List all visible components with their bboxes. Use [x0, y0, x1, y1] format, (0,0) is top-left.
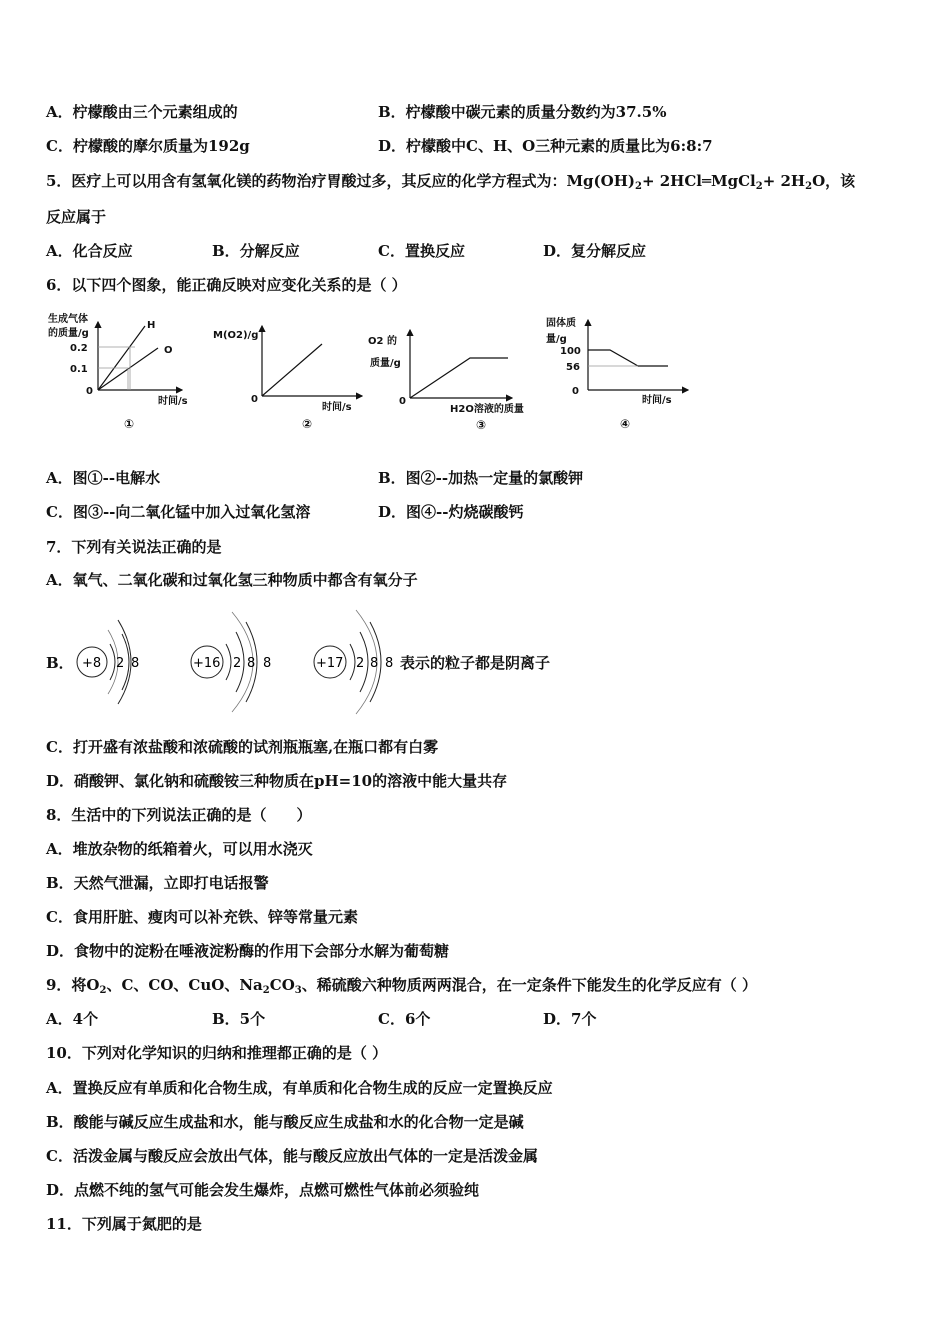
graph-2	[213, 326, 362, 431]
q6-graphs	[40, 308, 700, 438]
q7-option-d: D．硝酸钾、氯化钠和硫酸铵三种物质在pH=10的溶液中能大量共存	[46, 772, 508, 790]
graph1-line-h	[98, 326, 145, 390]
atom-diagram-1	[77, 620, 139, 704]
graph3-xlabel: H2O溶液的质量	[450, 404, 524, 415]
q8-option-c: C．食用肝脏、瘦肉可以补充铁、锌等常量元素	[46, 908, 358, 926]
q8-option-a: A．堆放杂物的纸箱着火，可以用水浇灭	[46, 840, 313, 858]
svg-text:2: 2	[356, 656, 365, 671]
q6-option-a: A．图①--电解水	[46, 469, 161, 487]
q9-option-a: A．4个	[46, 1010, 99, 1028]
graph1-xlabel: 时间/s	[158, 396, 188, 407]
q8-stem: 8．生活中的下列说法正确的是（ ）	[46, 806, 312, 824]
svg-text:2: 2	[233, 656, 242, 671]
graph3-ylabel2: 质量/g	[370, 358, 401, 369]
q5-option-c: C．置换反应	[378, 242, 465, 260]
svg-text:+17: +17	[316, 656, 344, 671]
q11-stem: 11．下列属于氮肥的是	[46, 1215, 202, 1233]
svg-text:8: 8	[247, 656, 256, 671]
q4-option-d: D．柠檬酸中C、H、O三种元素的质量比为6:8:7	[378, 137, 713, 155]
graph1-label-o: O	[164, 345, 173, 356]
svg-text:8: 8	[385, 656, 394, 671]
q5-stem: 5．医疗上可以用含有氢氧化镁的药物治疗胃酸过多，其反应的化学方程式为：$Mg(OH)_2+$ 2HCl═MgCl$_2$+ $2H_2O$，该	[46, 172, 856, 192]
q5-option-a: A．化合反应	[46, 242, 133, 260]
graph2-origin: 0	[251, 394, 258, 405]
q10-option-c: C．活泼金属与酸反应会放出气体，能与酸反应放出气体的一定是活泼金属	[46, 1147, 538, 1165]
q8-option-d: D．食物中的淀粉在唾液淀粉酶的作用下会部分水解为葡萄糖	[46, 942, 450, 960]
q9-option-c: C．6个	[378, 1010, 431, 1028]
q7-option-a: A．氧气、二氧化碳和过氧化氢三种物质中都含有氧分子	[46, 571, 418, 589]
svg-text:8: 8	[263, 656, 272, 671]
atom-diagram-3	[314, 610, 393, 714]
graph1-tick-01: 0.1	[70, 364, 88, 375]
graph4-tick-56: 56	[566, 362, 580, 373]
q9-stem: 9．将$O_2$、C、CO、CuO、$Na_2CO_3$、稀硫酸六种物质两两混合，在一定条件下能发生的化学反应有（ ）	[46, 976, 757, 996]
graph1-tick-02: 0.2	[70, 343, 88, 354]
q7-option-b-label: B．	[46, 654, 74, 672]
q10-option-d: D．点燃不纯的氢气可能会发生爆炸，点燃可燃性气体前必须验纯	[46, 1181, 480, 1199]
q5-stem-line2: 反应属于	[46, 208, 107, 226]
q9-option-b: B．5个	[212, 1010, 266, 1028]
q10-option-b: B．酸能与碱反应生成盐和水，能与酸反应生成盐和水的化合物一定是碱	[46, 1113, 524, 1131]
graph1-label-h: H	[147, 320, 156, 331]
graph4-tick-100: 100	[560, 346, 581, 357]
graph-1	[48, 312, 188, 431]
graph3-line	[410, 358, 508, 398]
q6-option-d: D．图④--灼烧碳酸钙	[378, 503, 524, 521]
graph-4	[546, 316, 688, 431]
svg-text:8: 8	[131, 656, 140, 671]
q6-stem: 6．以下四个图象，能正确反映对应变化关系的是（ ）	[46, 276, 407, 294]
q5-option-d: D．复分解反应	[543, 242, 647, 260]
q8-option-b: B．天然气泄漏，立即打电话报警	[46, 874, 269, 892]
q6-option-c: C．图③--向二氧化锰中加入过氧化氢溶	[46, 503, 311, 521]
graph1-number: ①	[124, 417, 135, 431]
svg-text:+8: +8	[82, 656, 102, 671]
q5-option-b: B．分解反应	[212, 242, 300, 260]
graph1-ylabel1: 生成气体	[48, 314, 88, 325]
q4-option-c: C．柠檬酸的摩尔质量为192g	[46, 137, 250, 155]
q10-option-a: A．置换反应有单质和化合物生成，有单质和化合物生成的反应一定置换反应	[46, 1079, 553, 1097]
svg-text:8: 8	[370, 656, 379, 671]
graph1-origin: 0	[86, 386, 93, 397]
graph2-line	[262, 344, 322, 396]
q4-option-b: B．柠檬酸中碳元素的质量分数约为37.5%	[378, 103, 667, 121]
graph4-xlabel: 时间/s	[642, 395, 672, 406]
q7-stem: 7．下列有关说法正确的是	[46, 538, 222, 556]
q7-option-b-text: 表示的粒子都是阴离子	[400, 654, 551, 672]
graph2-xlabel: 时间/s	[322, 402, 352, 413]
graph4-ylabel2: 量/g	[546, 334, 567, 345]
svg-text:+16: +16	[193, 656, 221, 671]
graph4-ylabel1: 固体质	[546, 318, 576, 329]
graph4-number: ④	[620, 417, 631, 431]
graph2-ylabel: M(O2)/g	[213, 330, 259, 341]
q4-option-a: A．柠檬酸由三个元素组成的	[46, 103, 238, 121]
q7-option-c: C．打开盛有浓盐酸和浓硫酸的试剂瓶瓶塞,在瓶口都有白雾	[46, 738, 439, 756]
graph3-number: ③	[476, 418, 487, 432]
q10-stem: 10．下列对化学知识的归纳和推理都正确的是（ ）	[46, 1044, 388, 1062]
svg-text:2: 2	[116, 656, 125, 671]
atom-diagram-2	[191, 612, 271, 712]
atom-structure-diagrams	[70, 608, 400, 718]
graph4-line	[588, 350, 668, 366]
graph1-ylabel2: 的质量/g	[48, 328, 89, 339]
graph4-origin: 0	[572, 386, 579, 397]
q9-option-d: D．7个	[543, 1010, 597, 1028]
graph2-number: ②	[302, 417, 313, 431]
graph3-ylabel1: O2 的	[368, 336, 397, 347]
q6-option-b: B．图②--加热一定量的氯酸钾	[378, 469, 584, 487]
graph3-origin: 0	[399, 396, 406, 407]
graph-3	[368, 330, 524, 432]
